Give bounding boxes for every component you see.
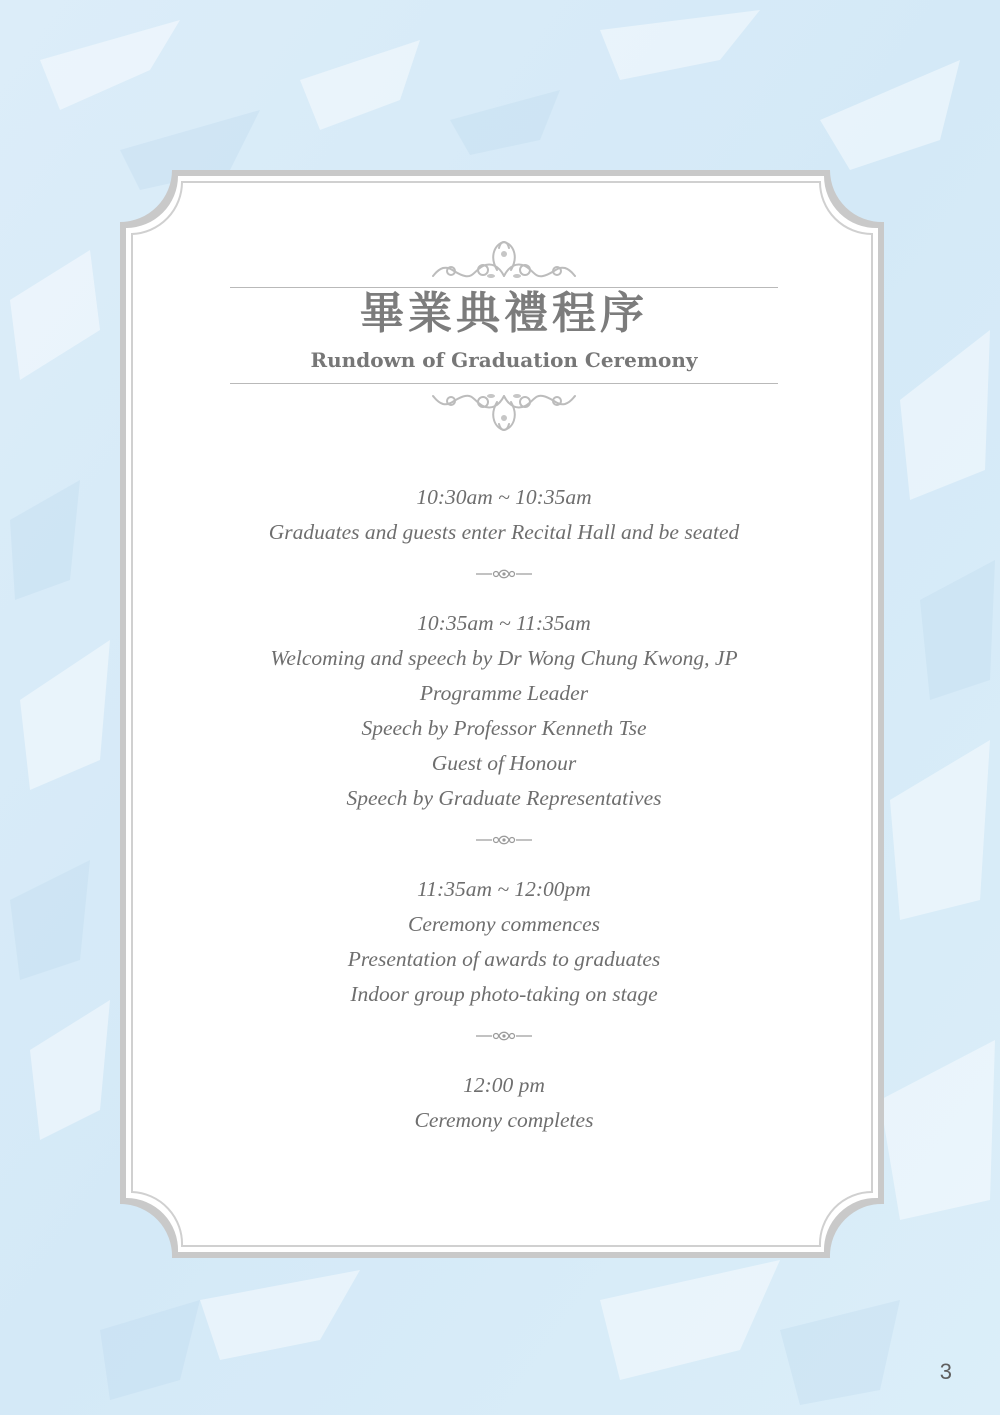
schedule-line: Graduates and guests enter Recital Hall and be seated xyxy=(268,520,740,544)
schedule-line: Ceremony commences xyxy=(407,912,601,936)
schedule-item xyxy=(140,606,868,816)
title-chinese: 畢業典禮程序 xyxy=(360,288,648,339)
schedule-list xyxy=(140,480,868,1138)
schedule-line: Welcoming and speech by Dr Wong Chung Kwong, JP xyxy=(270,646,738,670)
schedule-line: Speech by Professor Kenneth Tse xyxy=(361,716,647,740)
scroll-ornament-icon xyxy=(429,236,579,282)
schedule-item xyxy=(140,480,868,550)
divider xyxy=(140,1018,868,1054)
schedule-item xyxy=(140,1068,868,1138)
schedule-line: Speech by Graduate Representatives xyxy=(346,786,662,810)
schedule-line: Guest of Honour xyxy=(431,751,577,775)
schedule-line: Presentation of awards to graduates xyxy=(347,947,661,971)
schedule-time: 11:35am ~ 12:00pm xyxy=(417,877,591,901)
schedule-time: 10:30am ~ 10:35am xyxy=(416,485,592,509)
flourish-divider-icon xyxy=(474,834,534,846)
schedule-line: Indoor group photo-taking on stage xyxy=(350,982,658,1006)
flourish-divider-icon xyxy=(474,1030,534,1042)
schedule-line: Ceremony completes xyxy=(414,1108,594,1132)
schedule-time: 10:35am ~ 11:35am xyxy=(417,611,591,635)
schedule-item xyxy=(140,872,868,1012)
title-english: Rundown of Graduation Ceremony xyxy=(310,348,698,372)
rundown-panel xyxy=(140,230,868,1230)
scroll-ornament-icon xyxy=(429,390,579,436)
bottom-rule xyxy=(230,383,778,384)
divider xyxy=(140,556,868,592)
schedule-line: Programme Leader xyxy=(419,681,589,705)
flourish-divider-icon xyxy=(474,568,534,580)
schedule-time: 12:00 pm xyxy=(463,1073,545,1097)
page-number: 3 xyxy=(939,1359,952,1384)
divider xyxy=(140,822,868,858)
